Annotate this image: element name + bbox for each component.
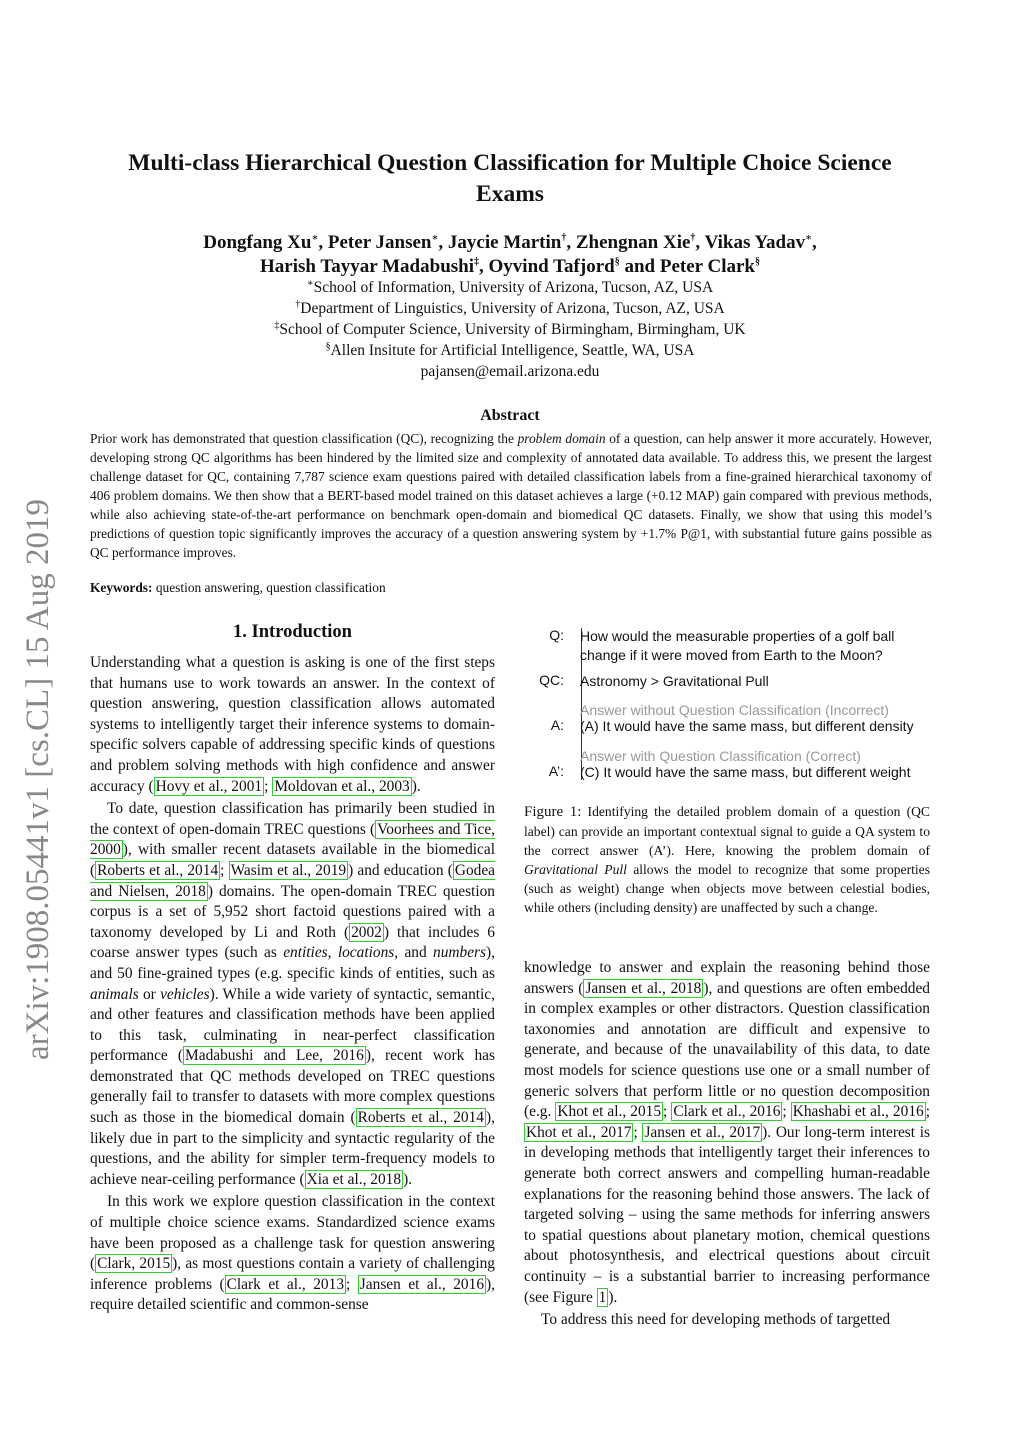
- text-run: ) domains. The open-domain TREC question corpus is a set of 5,952 short factoid questions paired with a taxonomy developed by Li and Roth (: [90, 882, 496, 941]
- text-run: ;: [663, 1103, 672, 1121]
- right-body: [524, 958, 930, 1331]
- text-run: ) and education (: [348, 861, 453, 879]
- citation-link[interactable]: Wasim et al., 2019: [230, 861, 347, 879]
- text-run: , and: [394, 944, 433, 962]
- answer-prime-text: (C) It would have the same mass, but different weight: [580, 764, 911, 780]
- emphasis: locations: [337, 944, 395, 962]
- question-label: Q:: [549, 627, 564, 643]
- author-line-1: Dongfang Xu∗, Peter Jansen∗, Jaycie Martin†, Zhengnan Xie†, Vikas Yadav∗,: [203, 232, 817, 253]
- text-run: ), recent work has demonstrated that QC methods developed on TREC questions generally fail to transfer to datasets with more complex questions such as those in the biomedical domain (: [90, 1047, 495, 1127]
- paper-title: Multi-class Hierarchical Question Classification for Multiple Choice Science Exams: [128, 150, 892, 207]
- text-run: ;: [782, 1103, 791, 1121]
- qc-label: QC:: [539, 672, 564, 688]
- author-list: [90, 231, 930, 279]
- text-run: ), and 50 fine-grained types (e.g. specific kinds of entities, such as: [90, 944, 495, 982]
- citation-link[interactable]: Clark et al., 2013: [226, 1275, 345, 1293]
- affiliation: †Department of Linguistics, University of Arizona, Tucson, AZ, USA: [295, 298, 725, 317]
- affiliation: ∗School of Information, University of Arizona, Tucson, AZ, USA: [306, 277, 714, 296]
- citation-link[interactable]: Khot et al., 2017: [526, 1123, 632, 1141]
- affiliation: §Allen Insitute for Artificial Intelligence, Seattle, WA, USA: [325, 340, 695, 359]
- citation-link[interactable]: Roberts et al., 2014: [97, 861, 219, 879]
- abstract-body: Prior work has demonstrated that question classification (QC), recognizing the problem domain of a question, can help answer it more accurately. However, developing strong QC algorithms has been hindered by the limited size and complexity of annotated data available. To address this, we present the largest challenge dataset for QC, containing 7,787 science exam questions paired with detailed classification labels from a fine-grained hierarchical taxonomy of 406 problem domains. We then show that a BERT-based model trained on this dataset achieves a large (+0.12 MAP) gain compared with previous methods, while also achieving state-of-the-art performance on benchmark open-domain and biomedical QC datasets. Finally, we show that using this model’s predictions of question topic significantly improves the accuracy of a question answering system by +1.7% P@1, with substantial future gains possible as QC performance improves.: [90, 431, 932, 560]
- text-run: ). While a wide variety of syntactic, semantic, and other features and classification methods have been applied to this task, culminating in near-perfect classification performance (: [90, 985, 495, 1065]
- citation-link[interactable]: Hovy et al., 2001: [155, 777, 263, 795]
- citation-link[interactable]: Clark, 2015: [97, 1255, 171, 1273]
- citation-link[interactable]: Jansen et al., 2018: [585, 979, 702, 997]
- text-run: ;: [264, 777, 273, 795]
- text-run: knowledge to answer and explain the reasoning behind those answers (: [524, 959, 930, 997]
- text-run: ).: [403, 1170, 413, 1188]
- text-run: or: [138, 985, 161, 1003]
- citation-link[interactable]: Clark et al., 2016: [673, 1103, 781, 1121]
- citation-link[interactable]: Moldovan et al., 2003: [274, 777, 410, 795]
- author-line-2: Harish Tayyar Madabushi‡, Oyvind Tafjord§ and Peter Clark§: [260, 256, 760, 277]
- section-heading-introduction: 1. Introduction: [233, 622, 352, 642]
- text-run: ), require detailed scientific and common-sense: [90, 1275, 495, 1314]
- emphasis: numbers: [433, 944, 487, 962]
- keywords: Keywords: question answering, question classification: [90, 580, 386, 595]
- arxiv-identifier: arXiv:1908.05441v1 [cs.CL] 15 Aug 2019: [20, 499, 56, 1060]
- citation-link[interactable]: Jansen et al., 2016: [359, 1275, 485, 1293]
- question-text: How would the measurable properties of a golf ball change if it were moved from Earth to the Moon?: [580, 628, 895, 663]
- citation-link[interactable]: Roberts et al., 2014: [357, 1109, 485, 1127]
- citation-link[interactable]: 1: [598, 1288, 607, 1306]
- text-run: To date, question classification has primarily been studied in the context of open-domain TREC questions (: [90, 800, 495, 838]
- text-run: ,: [327, 944, 338, 962]
- incorrect-note: Answer without Question Classification (Incorrect): [580, 702, 889, 718]
- text-run: ;: [220, 861, 229, 879]
- emphasis: animals: [90, 985, 139, 1003]
- right-column: [524, 624, 930, 1331]
- text-run: ;: [925, 1103, 930, 1121]
- answer-prime-label: A’:: [548, 763, 564, 779]
- citation-link[interactable]: Voorhees and Tice, 2000: [90, 820, 495, 859]
- emphasis: entities: [283, 944, 328, 962]
- text-run: ).: [608, 1288, 618, 1306]
- citation-link[interactable]: Khashabi et al., 2016: [792, 1103, 924, 1121]
- figure-1: [524, 624, 930, 784]
- body-paragraph: To address this need for developing methods of targetted: [541, 1311, 891, 1329]
- answer-text: (A) It would have the same mass, but different density: [580, 718, 914, 734]
- text-run: ;: [633, 1123, 643, 1141]
- text-run: ), with smaller recent datasets available in the biomedical (: [90, 841, 495, 879]
- citation-link[interactable]: Khot et al., 2015: [557, 1103, 662, 1121]
- body-paragraph: [524, 958, 930, 1308]
- text-run: ), as most questions contain a variety of challenging inference problems (: [90, 1255, 495, 1293]
- text-run: In this work we explore question classification in the context of multiple choice science exams. Standardized science exams have been proposed as a challenge task for question answering (: [90, 1193, 495, 1273]
- arxiv-sidebar: [20, 440, 70, 1060]
- contact-email: pajansen@email.arizona.edu: [420, 363, 600, 380]
- citation-link[interactable]: 2002: [351, 923, 382, 941]
- qc-text: Astronomy > Gravitational Pull: [580, 673, 769, 689]
- answer-label: A:: [550, 717, 564, 733]
- citation-link[interactable]: Xia et al., 2018: [306, 1170, 402, 1188]
- text-run: ;: [346, 1275, 358, 1293]
- left-column: [90, 622, 495, 1316]
- citation-link[interactable]: Jansen et al., 2017: [644, 1123, 761, 1141]
- emphasis: vehicles: [160, 985, 210, 1003]
- citation-link[interactable]: Madabushi and Lee, 2016: [185, 1047, 364, 1065]
- intro-paragraph-3: [90, 1192, 495, 1316]
- text-run: ). Our long-term interest is in developing methods that intelligently target their inferences to generate both correct answers and compelling human-readable explanations for the reasoning behind those answers. The lack of targeted solving – using the same methods for inferring answers to spatial questions about planetary motion, chemical questions about photosynthesis, and electrical questions about circuit continuity – is a substantial barrier to increasing performance (see Figure: [524, 1123, 931, 1306]
- figure-caption: Figure 1: Identifying the detailed problem domain of a question (QC label) can provide an important contextual signal to guide a QA system to the correct answer (A’). Here, knowing the problem domain of Gravitational Pull allows the model to recognize that some properties (such as weight) change when objects move between celestial bodies, while others (including density) are unaffected by such a change.: [524, 804, 930, 915]
- affiliation: ‡School of Computer Science, University of Birmingham, Birmingham, UK: [274, 319, 746, 338]
- abstract-heading: Abstract: [480, 407, 540, 424]
- text-run: ) that includes 6 coarse answer types (such as: [90, 923, 496, 962]
- text-run: ).: [411, 777, 421, 795]
- intro-paragraph-2: [90, 799, 495, 1190]
- text-run: Understanding what a question is asking is one of the first steps that humans use to work towards an answer. In the context of question answering, question classification allows automated systems to intelligently target their inference systems to domain-specific solvers capable of addressing specific kinds of questions and problem solving methods with high confidence and answer accuracy (: [90, 654, 495, 795]
- citation-link[interactable]: Godea and Nielsen, 2018: [90, 861, 496, 900]
- affiliations: [90, 277, 930, 382]
- intro-paragraph-1: [90, 653, 495, 797]
- text-run: ), likely due in part to the simplicity and syntactic regularity of the questions, and the ability for simpler term-frequency models to achieve near-ceiling performance (: [90, 1109, 495, 1188]
- correct-note: Answer with Question Classification (Correct): [580, 748, 861, 764]
- text-run: ), and questions are often embedded in complex examples or other distractors. Question classification taxonomies and annotation are difficult and expensive to generate, and because of the unavailability of this data, to date most models for science questions use one or a small number of generic solvers that perform little or no question decomposition (e.g.: [524, 979, 931, 1121]
